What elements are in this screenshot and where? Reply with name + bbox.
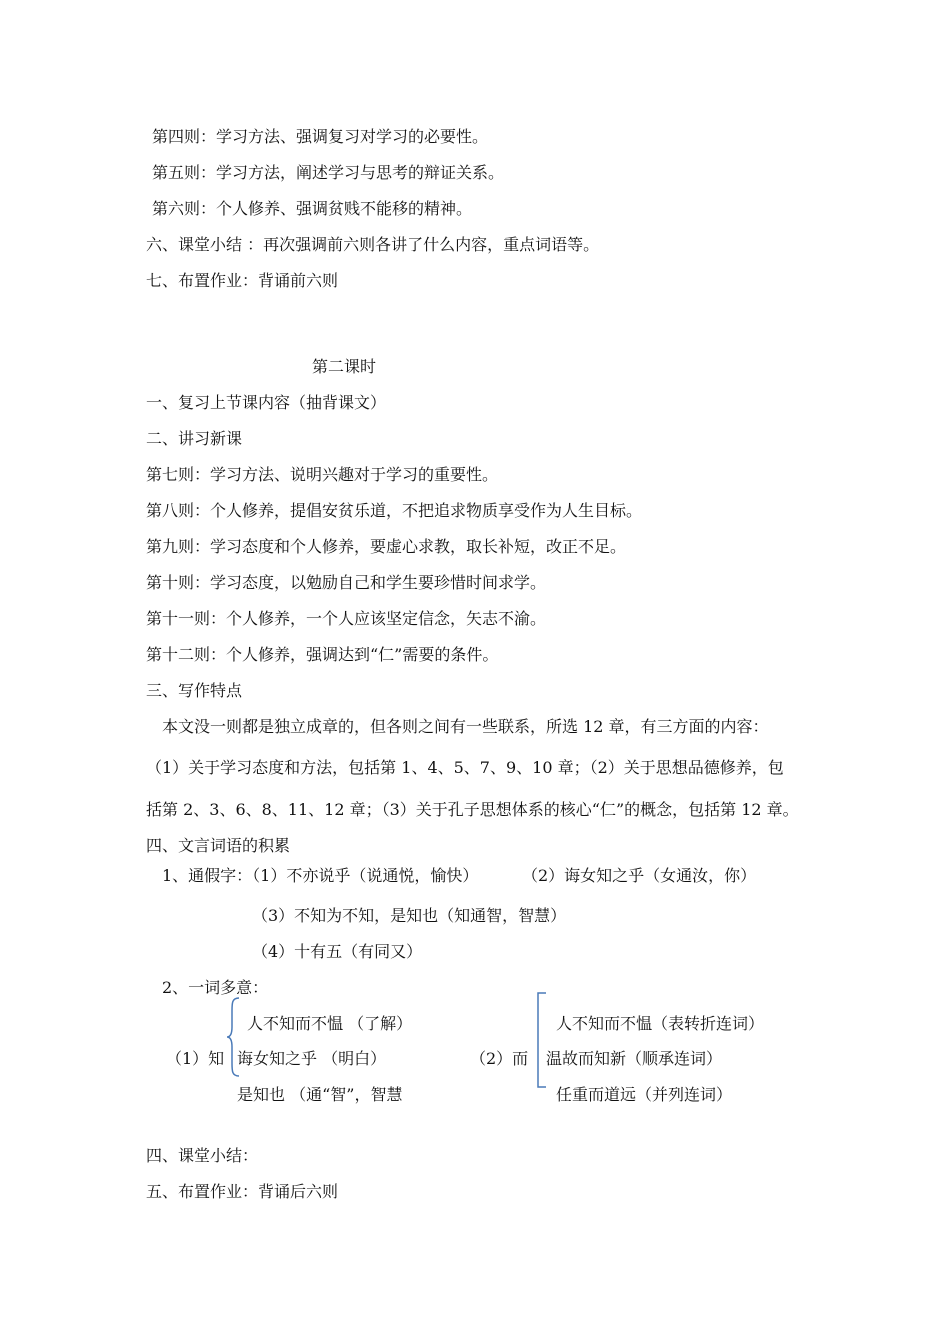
rule-6-line: 第六则：个人修养、强调贫贱不能移的精神。 [152,199,473,218]
rule-11-line: 第十一则：个人修养，一个人应该坚定信念，矢志不渝。 [146,609,547,628]
er-label: （2）而 [470,1049,529,1068]
rule-7-line: 第七则：学习方法、说明兴趣对于学习的重要性。 [146,465,499,484]
zhi-meaning-1: 人不知而不愠 （了解） [247,1014,413,1033]
er-meaning-1: 人不知而不愠（表转折连词） [556,1014,765,1033]
writing-heading: 三、写作特点 [146,681,243,700]
tongjia-item-3: （3）不知为不知，是知也（知通智，智慧） [252,906,567,925]
homework-2: 五、布置作业：背诵后六则 [146,1182,339,1201]
rule-4-line: 第四则：学习方法、强调复习对学习的必要性。 [152,127,489,146]
new-lesson-heading: 二、讲习新课 [146,429,243,448]
er-meaning-3: 任重而道远（并列连词） [556,1085,733,1104]
zhi-meaning-2: 诲女知之乎 （明白） [237,1049,387,1068]
review-heading: 一、复习上节课内容（抽背课文） [146,393,387,412]
writing-paragraph-2: （1）关于学习态度和方法，包括第 1、4、5、7、9、10 章；（2）关于思想品德修养，包 [146,758,784,777]
rule-5-line: 第五则：学习方法，阐述学习与思考的辩证关系。 [152,163,505,182]
rule-10-line: 第十则：学习态度，以勉励自己和学生要珍惜时间求学。 [146,573,547,592]
tongjia-item-4: （4）十有五（有同又） [252,942,423,961]
bracket-icon [536,992,548,1088]
er-meaning-2: 温故而知新（顺承连词） [546,1049,723,1068]
rule-12-line: 第十二则：个人修养，强调达到“仁”需要的条件。 [146,645,499,664]
writing-paragraph-3: 括第 2、3、6、8、11、12 章；（3）关于孔子思想体系的核心“仁”的概念，包括第 12 章。 [146,800,799,819]
tongjia-item-a: 1、通假字：（1）不亦说乎（说通悦，愉快） [162,866,479,885]
vocab-heading: 四、文言词语的积累 [146,836,291,855]
class-summary-1: 六、课堂小结 ：再次强调前六则各讲了什么内容，重点词语等。 [146,235,600,254]
zhi-label: （1）知 [166,1049,225,1068]
rule-8-line: 第八则：个人修养，提倡安贫乐道，不把追求物质享受作为人生目标。 [146,501,643,520]
writing-paragraph-1: 本文没一则都是独立成章的，但各则之间有一些联系，所选 12 章，有三方面的内容： [162,717,769,736]
rule-9-line: 第九则：学习态度和个人修养，要虚心求教，取长补短，改正不足。 [146,537,627,556]
class-summary-2: 四、课堂小结： [146,1146,259,1165]
homework-1: 七、布置作业：背诵前六则 [146,271,339,290]
tongjia-item-b: （2）诲女知之乎（女通汝，你） [522,866,757,885]
zhi-meaning-3: 是知也 （通“智”，智慧 [237,1085,403,1104]
session-2-title: 第二课时 [312,357,377,376]
polysemy-heading: 2、一词多意： [162,978,269,997]
